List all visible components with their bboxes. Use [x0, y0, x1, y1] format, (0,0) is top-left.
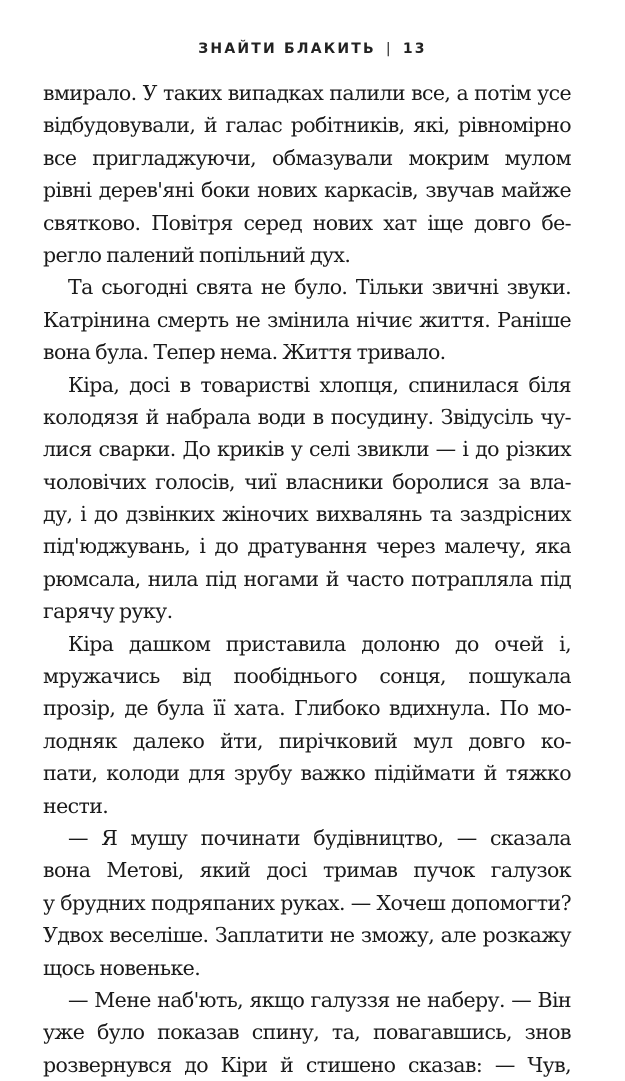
text-line: уже було показав спину, та, повагавшись, знов	[43, 1020, 571, 1045]
text-line: Кіра дашком приставила долоню до очей і,	[68, 631, 571, 656]
text-line: колодязя й набрала води в посудину. Звідусіль чу-	[43, 404, 571, 429]
text-line: прозір, де була її хата. Глибоко вдихнула. По мо-	[43, 696, 571, 721]
text-line: мружачись від пообіднього сонця, пошукала	[43, 664, 571, 689]
text-line: все пригладжуючи, обмазували мокрим мулом	[43, 145, 571, 170]
text-line: регло палений попільний дух.	[43, 242, 351, 267]
text-line: під'юджувань, і до дратування через малечу, яка	[43, 534, 571, 559]
text-line: пати, колоди для зрубу важко підіймати й тяжко	[43, 761, 571, 786]
text-line: ду, і до дзвінких жіночих вихвалянь та заздрісних	[43, 502, 571, 527]
header-separator: |	[385, 41, 393, 57]
text-line: Катрінина смерть не змінила нічиє життя. Раніше	[43, 307, 571, 332]
text-line: у брудних подряпаних руках. — Хочеш допомогти?	[43, 890, 571, 915]
text-line: відбудовували, й галас робітників, які, рівномірно	[43, 113, 571, 138]
text-line: лодняк далеко йти, пирічковий мул довго ко-	[43, 728, 571, 753]
text-line: — Мене наб'ють, якщо галуззя не наберу. — Він	[68, 987, 571, 1012]
page-number: 13	[402, 41, 427, 57]
text-line: вона Метові, який досі тримав пучок галузок	[43, 858, 571, 883]
text-line: лися сварки. До криків у селі звикли — і до різких	[43, 437, 571, 462]
text-line: гарячу руку.	[43, 599, 173, 624]
running-header	[0, 41, 625, 57]
text-line: щось новеньке.	[43, 955, 201, 980]
body-text	[43, 77, 571, 1081]
book-title: ЗНАЙТИ БЛАКИТЬ	[198, 41, 376, 57]
text-line: святково. Повітря серед нових хат іще довго бе-	[43, 210, 571, 235]
text-line: Удвох веселіше. Заплатити не зможу, але розкажу	[43, 923, 571, 948]
text-line: розвернувся до Кіри й стишено сказав: — Чув,	[43, 1052, 571, 1077]
text-line: чоловічих голосів, чиї власники боролися за вла-	[43, 469, 571, 494]
text-line: Та сьогодні свята не було. Тільки звичні звуки.	[68, 275, 571, 300]
text-line: рюмсала, нила під ногами й часто потрапляла під	[43, 566, 571, 591]
text-line: вона була. Тепер нема. Життя тривало.	[43, 340, 446, 365]
text-line: рівні дерев'яні боки нових каркасів, звучав майже	[43, 178, 571, 203]
text-line: нести.	[43, 793, 109, 818]
text-line: — Я мушу починати будівництво, — сказала	[68, 825, 571, 850]
text-line: вмирало. У таких випадках палили все, а потім усе	[43, 81, 571, 105]
text-line: Кіра, досі в товаристві хлопця, спинилася біля	[68, 372, 571, 397]
